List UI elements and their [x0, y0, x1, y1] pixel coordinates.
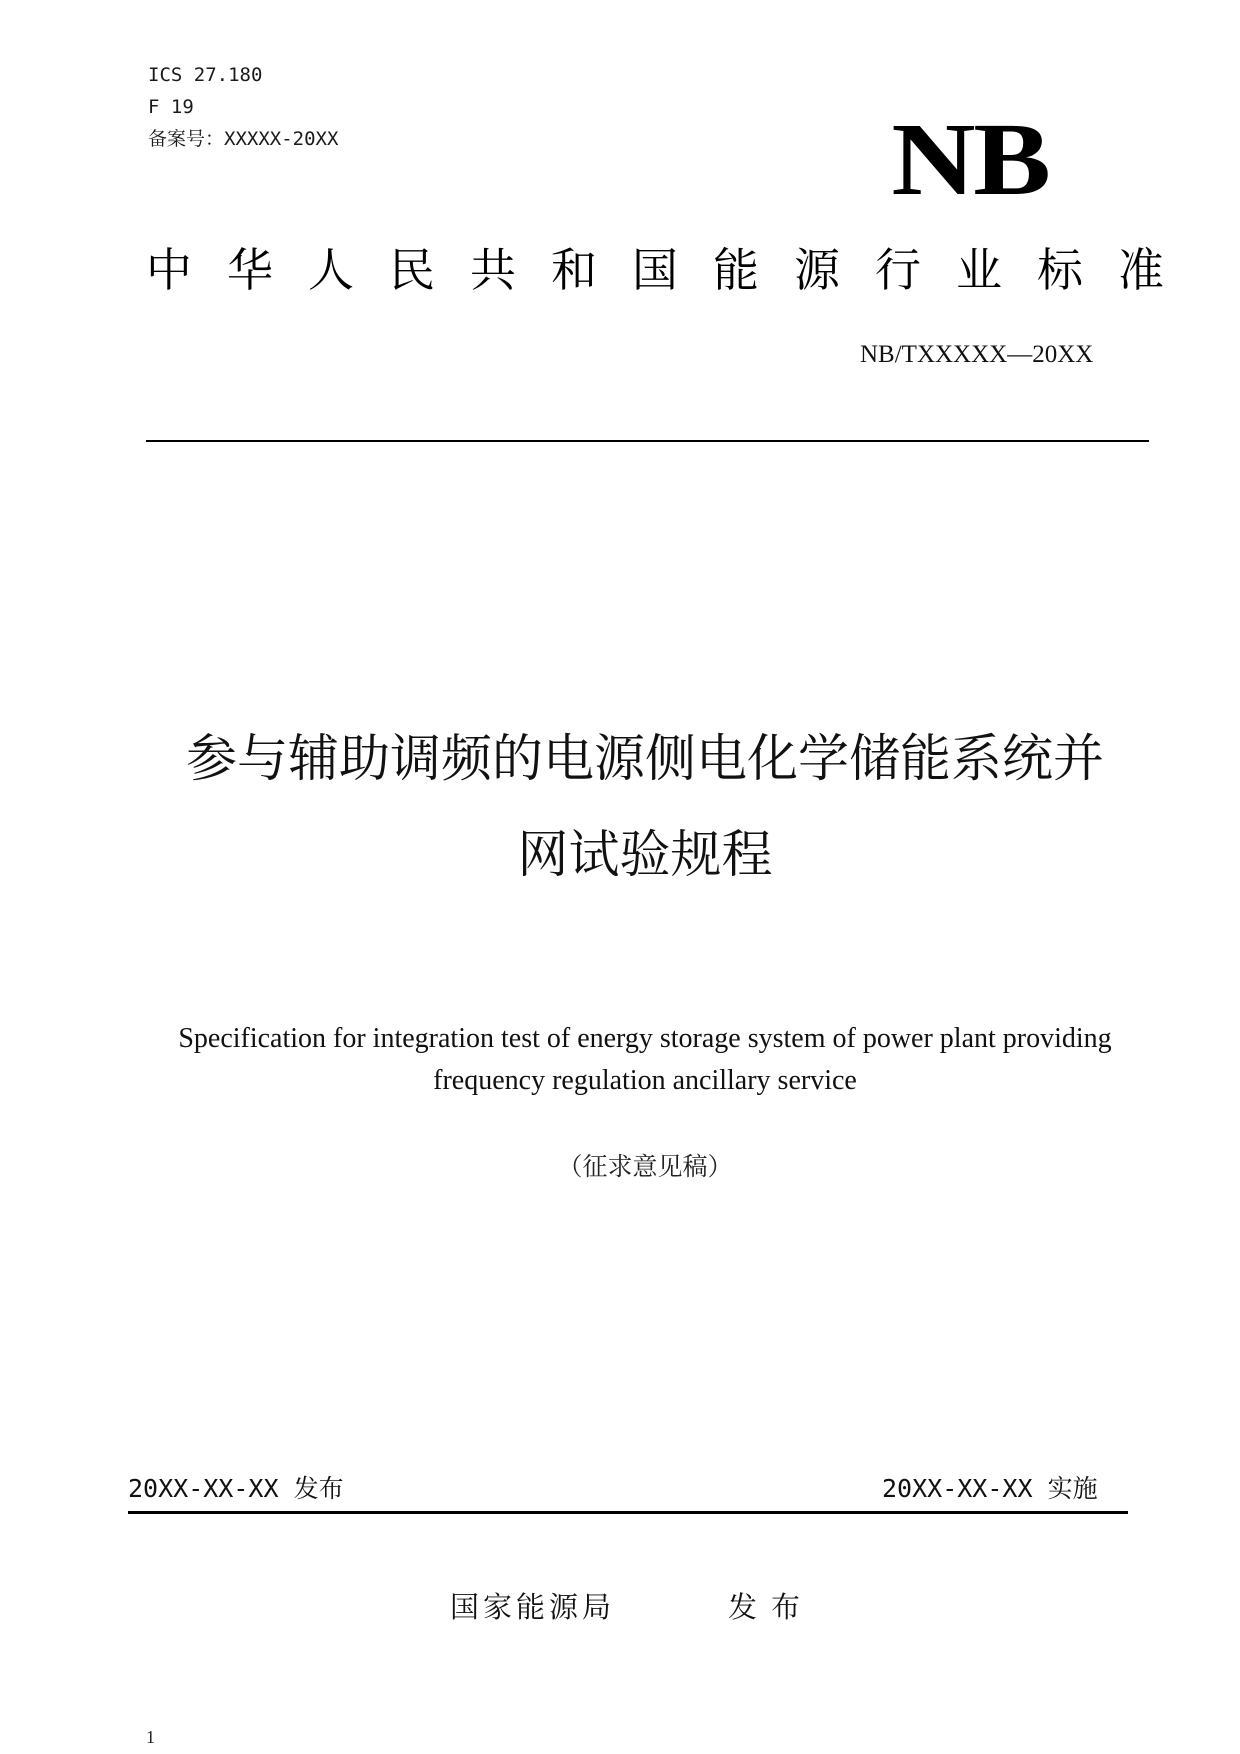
english-title: [110, 1018, 1180, 1102]
document-title-line-1: 参与辅助调频的电源侧电化学储能系统并: [185, 730, 1104, 789]
footer-divider: [128, 1511, 1128, 1514]
ics-code: ICS 27.180: [148, 64, 263, 86]
publish-date: 20XX-XX-XX 发布: [128, 1474, 344, 1503]
draft-status: （征求意见稿）: [557, 1152, 733, 1181]
effective-date: 20XX-XX-XX 实施: [882, 1474, 1098, 1503]
header-divider: [146, 440, 1149, 442]
classification-code: F 19: [148, 96, 194, 118]
document-title: [120, 712, 1170, 904]
document-title-line-2: 网试验规程: [517, 826, 773, 885]
standard-category-title: 中华人民共和国能源行业标准: [146, 243, 1199, 297]
english-title-line-1: Specification for integration test of energy storage system of power plant providing: [178, 1023, 1112, 1054]
issuing-authority: 国家能源局: [450, 1590, 616, 1624]
nb-logo: NB: [891, 102, 1049, 217]
filing-number: 备案号：XXXXX-20XX: [148, 128, 339, 150]
issuing-action: 发布: [728, 1590, 815, 1624]
standard-number: NB/TXXXXX—20XX: [860, 341, 1094, 368]
english-title-line-2: frequency regulation ancillary service: [433, 1065, 857, 1096]
page-number: 1: [146, 1727, 155, 1747]
